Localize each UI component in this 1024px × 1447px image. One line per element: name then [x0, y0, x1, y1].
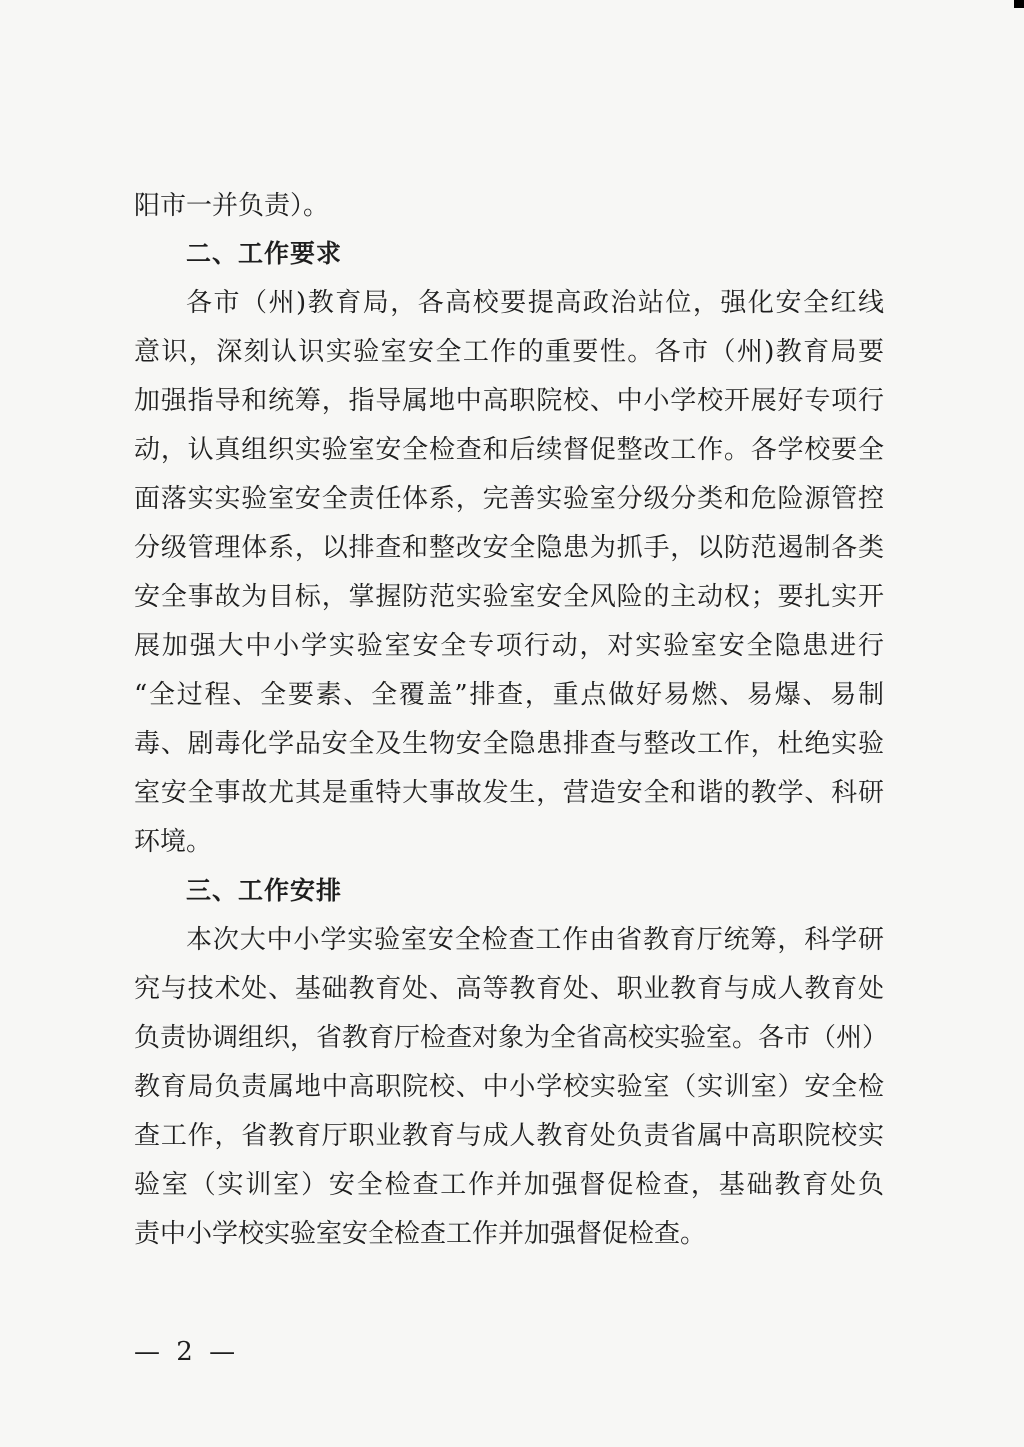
body-line: 负责协调组织，省教育厅检查对象为全省高校实验室。各市（州） [134, 1023, 889, 1053]
body-line: 验室（实训室）安全检查工作并加强督促检查，基础教育处负 [134, 1170, 884, 1200]
body-line: 环境。 [134, 827, 213, 857]
body-line: 面落实实验室安全责任体系，完善实验室分级分类和危险源管控 [134, 484, 884, 514]
scan-corner-mark [1014, 0, 1024, 8]
body-line: 展加强大中小学实验室安全专项行动，对实验室安全隐患进行 [134, 631, 884, 661]
body-line: 意识，深刻认识实验室安全工作的重要性。各市（州)教育局要 [134, 337, 884, 367]
body-line: “全过程、全要素、全覆盖”排查，重点做好易燃、易爆、易制 [134, 680, 884, 710]
body-line: 责中小学校实验室安全检查工作并加强督促检查。 [134, 1219, 707, 1249]
body-line: 各市（州)教育局，各高校要提高政治站位，强化安全红线 [186, 288, 884, 318]
body-line: 本次大中小学实验室安全检查工作由省教育厅统筹，科学研 [186, 925, 884, 955]
body-line: 查工作，省教育厅职业教育与成人教育处负责省属中高职院校实 [134, 1121, 884, 1151]
body-line: 安全事故为目标，掌握防范实验室安全风险的主动权；要扎实开 [134, 582, 884, 612]
body-line: 毒、剧毒化学品安全及生物安全隐患排查与整改工作，杜绝实验 [134, 729, 884, 759]
body-line: 阳市一并负责）。 [134, 191, 330, 221]
section-heading-work-arrangement: 三、工作安排 [186, 876, 343, 905]
body-line: 室安全事故尤其是重特大事故发生，营造安全和谐的教学、科研 [134, 778, 884, 808]
body-line: 加强指导和统筹，指导属地中高职院校、中小学校开展好专项行 [134, 386, 884, 416]
body-line: 究与技术处、基础教育处、高等教育处、职业教育与成人教育处 [134, 974, 884, 1004]
body-line: 动，认真组织实验室安全检查和后续督促整改工作。各学校要全 [134, 435, 884, 465]
body-line: 分级管理体系，以排查和整改安全隐患为抓手，以防范遏制各类 [134, 533, 884, 563]
page-number: — 2 — [134, 1337, 240, 1367]
body-line: 教育局负责属地中高职院校、中小学校实验室（实训室）安全检 [134, 1072, 884, 1102]
section-heading-work-requirements: 二、工作要求 [186, 239, 343, 268]
